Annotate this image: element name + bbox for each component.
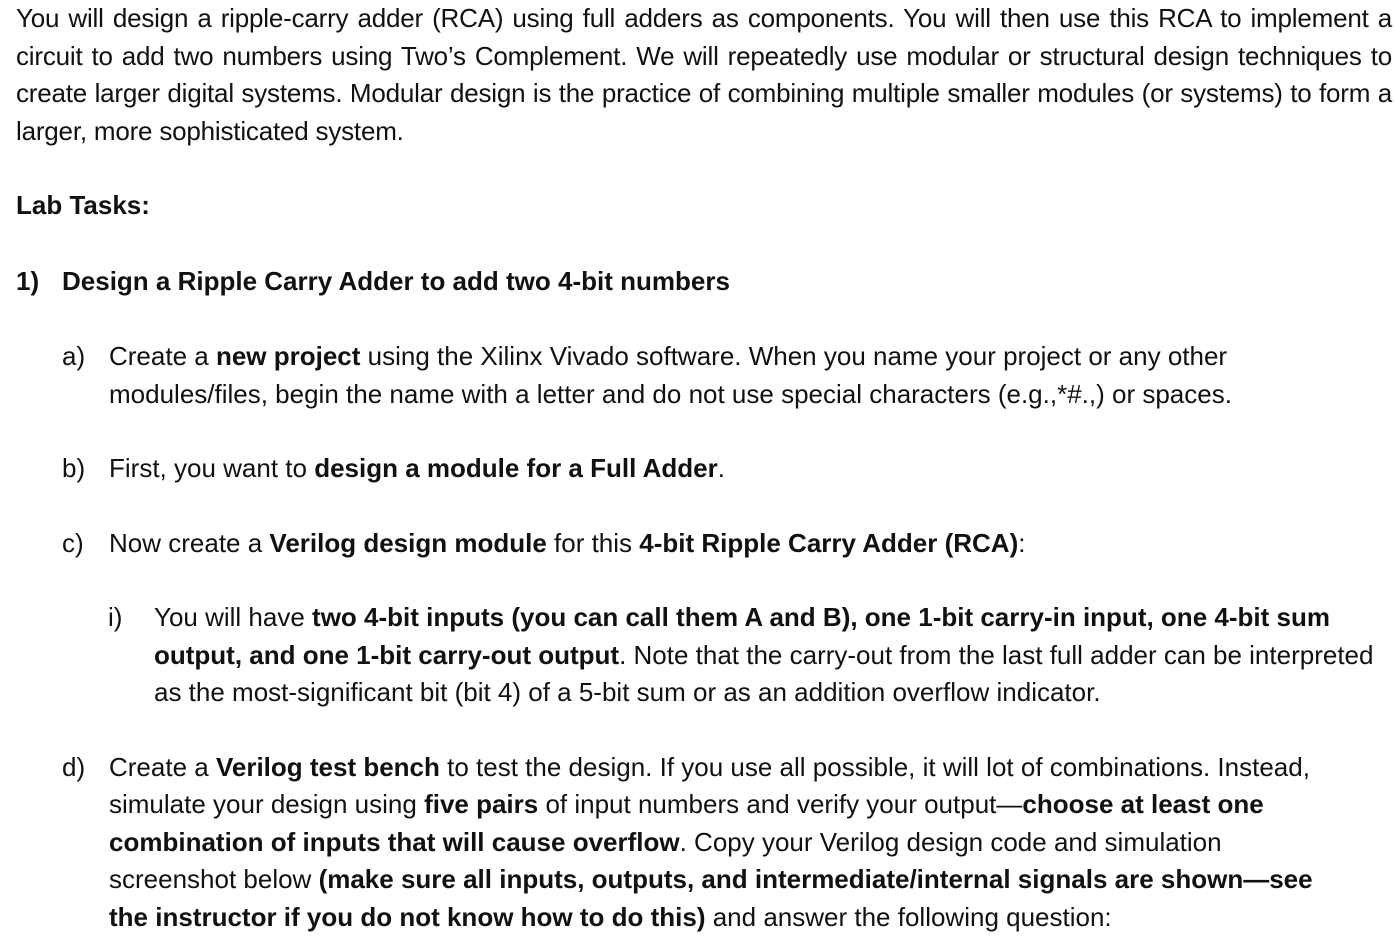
item-d-text: Create a Verilog test bench to test the design. If you use all possible, it will lot of combinations. Instead, simulate your design using five pairs of input numbers and verify your output—choose at least one combination of inputs that will cause overflow. Copy your Verilog design code and simulation screenshot below (make sure all inputs, outputs, and intermediate/internal signals are shown—see the instructor if you do not know how to do this) and answer the following question:	[109, 751, 1313, 932]
task-1-title: Design a Ripple Carry Adder to add two 4-bit numbers	[62, 265, 730, 296]
item-d	[16, 749, 1392, 937]
item-c-text: Now create a Verilog design module for this 4-bit Ripple Carry Adder (RCA):	[109, 527, 1026, 558]
item-c-i-marker: i)	[108, 602, 123, 632]
item-c-i	[16, 599, 1392, 712]
item-c-i-text: You will have two 4-bit inputs (you can call them A and B), one 1-bit carry-in input, one 4-bit sum output, and one 1-bit carry-out output. Note that the carry-out from the last full adder can be interpreted as the most-significant bit (bit 4) of a 5-bit sum or as an addition overflow indicator.	[154, 602, 1374, 707]
lab-tasks-heading: Lab Tasks:	[16, 190, 150, 220]
item-b-marker: b)	[62, 453, 86, 483]
item-d-marker: d)	[62, 751, 86, 782]
document-page	[16, 0, 1392, 936]
item-a	[16, 338, 1392, 413]
intro-paragraph: You will design a ripple-carry adder (RCA) using full adders as components. You will then use this RCA to implement a circuit to add two numbers using Two’s Complement. We will repeatedly use modular or structural design techniques to create larger digital systems. Modular design is the practice of combining multiple smaller modules (or systems) to form a larger, more sophisticated system.	[16, 3, 1392, 146]
item-b-text: First, you want to design a module for a Full Adder.	[109, 453, 725, 483]
item-b	[16, 450, 1392, 488]
task-1-heading	[16, 263, 1392, 301]
item-a-text: Create a new project using the Xilinx Vivado software. When you name your project or any other modules/files, begin the name with a letter and do not use special characters (e.g.,*#.,) or spaces.	[109, 341, 1232, 409]
item-c-marker: c)	[62, 527, 84, 558]
item-a-marker: a)	[62, 341, 86, 371]
task-1-number: 1)	[16, 265, 40, 296]
item-c	[16, 525, 1392, 563]
